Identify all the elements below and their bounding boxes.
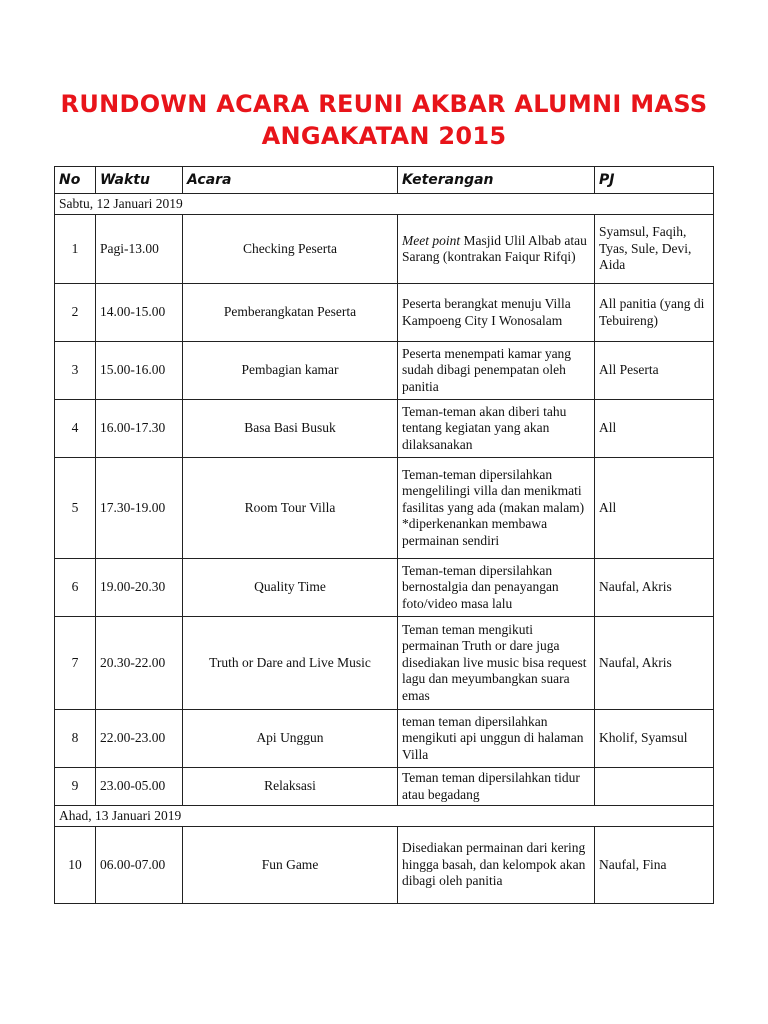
cell-pj: [595, 768, 714, 806]
cell-waktu: 19.00-20.30: [96, 559, 183, 617]
keterangan-text: Teman-teman dipersilahkan mengelilingi villa dan menikmati fasilitas yang ada (makan malam): [402, 466, 585, 515]
cell-no: 7: [55, 617, 96, 710]
header-no: No: [55, 167, 96, 194]
cell-keterangan: Teman teman mengikuti permainan Truth or dare juga disediakan live music bisa request lagu dan meyumbangkan suara emas: [398, 617, 595, 710]
cell-keterangan: Disediakan permainan dari kering hingga basah, dan kelompok akan dibagi oleh panitia: [398, 827, 595, 904]
header-waktu: Waktu: [96, 167, 183, 194]
cell-acara: Truth or Dare and Live Music: [183, 617, 398, 710]
cell-acara: Quality Time: [183, 559, 398, 617]
cell-acara: Basa Basi Busuk: [183, 400, 398, 458]
rundown-table: [54, 166, 714, 904]
cell-pj: Kholif, Syamsul: [595, 710, 714, 768]
table-row: [55, 458, 714, 559]
title-line-2: ANGAKATAN 2015: [261, 122, 507, 150]
header-acara: Acara: [183, 167, 398, 194]
cell-waktu: 06.00-07.00: [96, 827, 183, 904]
cell-acara: Room Tour Villa: [183, 458, 398, 559]
cell-pj: All Peserta: [595, 342, 714, 400]
cell-waktu: 16.00-17.30: [96, 400, 183, 458]
day-label: Ahad, 13 Januari 2019: [55, 806, 714, 827]
cell-pj: All panitia (yang di Tebuireng): [595, 284, 714, 342]
table-row: [55, 400, 714, 458]
table-row: [55, 342, 714, 400]
cell-pj: Naufal, Akris: [595, 559, 714, 617]
table-row: [55, 284, 714, 342]
cell-keterangan: Teman teman dipersilahkan tidur atau begadang: [398, 768, 595, 806]
cell-acara: Pembagian kamar: [183, 342, 398, 400]
table-header-row: [55, 167, 714, 194]
table-row: [55, 559, 714, 617]
cell-waktu: 17.30-19.00: [96, 458, 183, 559]
cell-no: 8: [55, 710, 96, 768]
table-row: [55, 215, 714, 284]
cell-acara: Api Unggun: [183, 710, 398, 768]
keterangan-note: *diperkenankan membawa permainan sendiri: [402, 516, 548, 548]
cell-waktu: Pagi-13.00: [96, 215, 183, 284]
cell-no: 5: [55, 458, 96, 559]
cell-no: 3: [55, 342, 96, 400]
cell-keterangan: Teman-teman akan diberi tahu tentang kegiatan yang akan dilaksanakan: [398, 400, 595, 458]
day-row: [55, 194, 714, 215]
document-title: [0, 88, 768, 152]
cell-pj: Naufal, Fina: [595, 827, 714, 904]
table-row: [55, 768, 714, 806]
cell-waktu: 22.00-23.00: [96, 710, 183, 768]
day-label: Sabtu, 12 Januari 2019: [55, 194, 714, 215]
day-row: [55, 806, 714, 827]
keterangan-text: Masjid Ulil Albab atau Sarang (kontrakan Faiqur Rifqi): [402, 232, 587, 264]
header-pj: PJ: [595, 167, 714, 194]
cell-acara: Fun Game: [183, 827, 398, 904]
cell-acara: Checking Peserta: [183, 215, 398, 284]
cell-keterangan: Teman-teman dipersilahkan bernostalgia dan penayangan foto/video masa lalu: [398, 559, 595, 617]
table-row: [55, 710, 714, 768]
cell-acara: Relaksasi: [183, 768, 398, 806]
cell-keterangan: [398, 215, 595, 284]
cell-no: 9: [55, 768, 96, 806]
cell-pj: All: [595, 458, 714, 559]
cell-no: 2: [55, 284, 96, 342]
header-keterangan: Keterangan: [398, 167, 595, 194]
cell-no: 6: [55, 559, 96, 617]
cell-pj: Syamsul, Faqih, Tyas, Sule, Devi, Aida: [595, 215, 714, 284]
table-row: [55, 827, 714, 904]
cell-no: 4: [55, 400, 96, 458]
cell-keterangan: teman teman dipersilahkan mengikuti api unggun di halaman Villa: [398, 710, 595, 768]
cell-pj: All: [595, 400, 714, 458]
cell-pj: Naufal, Akris: [595, 617, 714, 710]
cell-no: 1: [55, 215, 96, 284]
title-line-1: RUNDOWN ACARA REUNI AKBAR ALUMNI MASS: [60, 90, 708, 118]
meet-point-label: Meet point: [402, 232, 461, 248]
cell-keterangan: [398, 458, 595, 559]
cell-waktu: 15.00-16.00: [96, 342, 183, 400]
cell-waktu: 23.00-05.00: [96, 768, 183, 806]
cell-no: 10: [55, 827, 96, 904]
cell-acara: Pemberangkatan Peserta: [183, 284, 398, 342]
cell-waktu: 20.30-22.00: [96, 617, 183, 710]
table-row: [55, 617, 714, 710]
cell-keterangan: Peserta berangkat menuju Villa Kampoeng City I Wonosalam: [398, 284, 595, 342]
cell-waktu: 14.00-15.00: [96, 284, 183, 342]
cell-keterangan: Peserta menempati kamar yang sudah dibagi penempatan oleh panitia: [398, 342, 595, 400]
